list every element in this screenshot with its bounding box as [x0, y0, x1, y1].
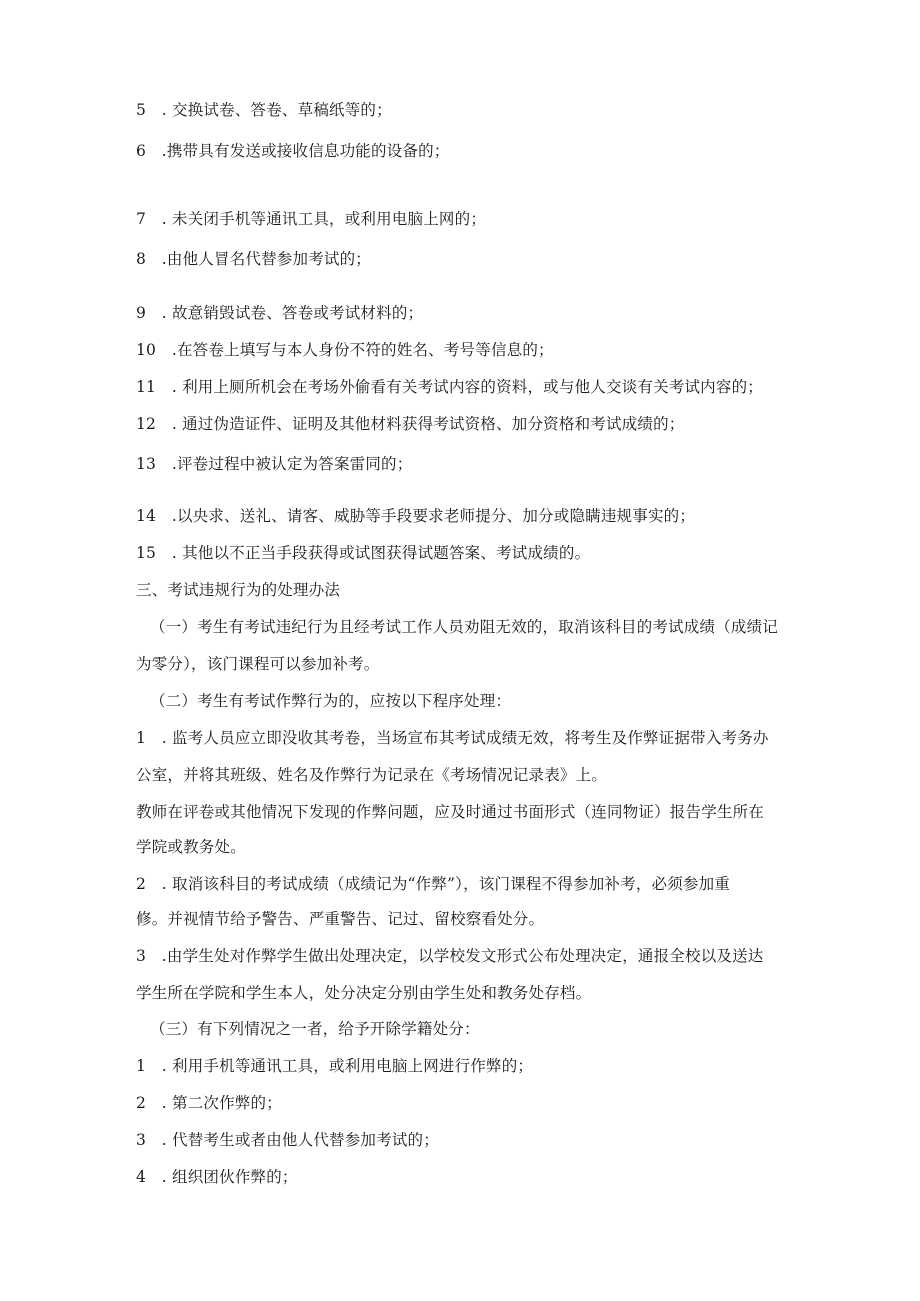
list-item-12: 12 . 通过伪造证件、证明及其他材料获得考试资格、加分资格和考试成绩的； [136, 415, 685, 433]
procedure-1-line-1: 1 . 监考人员应立即没收其考卷，当场宣布其考试成绩无效，将考生及作弊证据带入考务办 [136, 729, 769, 747]
expulsion-item-1: 1 . 利用手机等通讯工具，或利用电脑上网进行作弊的； [136, 1057, 534, 1075]
paragraph-3-heading: （三）有下列情况之一者，给予开除学籍处分： [150, 1020, 480, 1038]
procedure-2-line-2: 修。并视情节给予警告、严重警告、记过、留校察看处分。 [136, 910, 545, 928]
list-item-8: 8 .由他人冒名代替参加考试的； [136, 250, 371, 268]
list-item-10: 10 .在答卷上填写与本人身份不符的姓名、考号等信息的； [136, 341, 554, 359]
expulsion-item-4: 4 . 组织团伙作弊的； [136, 1168, 298, 1186]
expulsion-item-2: 2 . 第二次作弊的； [136, 1094, 282, 1112]
paragraph-1-line-1: （一）考生有考试违纪行为且经考试工作人员劝阻无效的，取消该科目的考试成绩（成绩记 [150, 618, 779, 636]
procedure-1-line-2: 公室，并将其班级、姓名及作弊行为记录在《考场情况记录表》上。 [136, 766, 608, 784]
procedure-note-line-1: 教师在评卷或其他情况下发现的作弊问题，应及时通过书面形式（连同物证）报告学生所在 [136, 803, 765, 821]
list-item-14: 14 .以央求、送礼、请客、威胁等手段要求老师提分、加分或隐瞒违规事实的； [136, 507, 696, 525]
paragraph-1-line-2: 为零分），该门课程可以参加补考。 [136, 655, 380, 673]
procedure-2-line-1: 2 . 取消该科目的考试成绩（成绩记为“作弊”），该门课程不得参加补考，必须参加重 [136, 875, 731, 893]
list-item-11: 11 . 利用上厕所机会在考场外偷看有关考试内容的资料，或与他人交谈有关考试内容的； [136, 378, 763, 396]
expulsion-item-3: 3 . 代替考生或者由他人代替参加考试的； [136, 1131, 439, 1149]
procedure-3-line-2: 学生所在学院和学生本人，处分决定分别由学生处和教务处存档。 [136, 984, 592, 1002]
list-item-15: 15 . 其他以不正当手段获得或试图获得试题答案、考试成绩的。 [136, 544, 591, 562]
list-item-6: 6 .携带具有发送或接收信息功能的设备的； [136, 142, 450, 160]
section-heading-3: 三、考试违规行为的处理办法 [136, 581, 341, 599]
procedure-note-line-2: 学院或教务处。 [136, 838, 246, 856]
list-item-5: 5 . 交换试卷、答卷、草稿纸等的； [136, 101, 392, 119]
paragraph-2-heading: （二）考生有考试作弊行为的，应按以下程序处理： [150, 692, 512, 710]
procedure-3-line-1: 3 .由学生处对作弊学生做出处理决定，以学校发文形式公布处理决定，通报全校以及送达 [136, 947, 764, 965]
list-item-13: 13 .评卷过程中被认定为答案雷同的； [136, 455, 413, 473]
list-item-9: 9 . 故意销毁试卷、答卷或考试材料的； [136, 304, 424, 322]
list-item-7: 7 . 未关闭手机等通讯工具，或利用电脑上网的； [136, 210, 487, 228]
